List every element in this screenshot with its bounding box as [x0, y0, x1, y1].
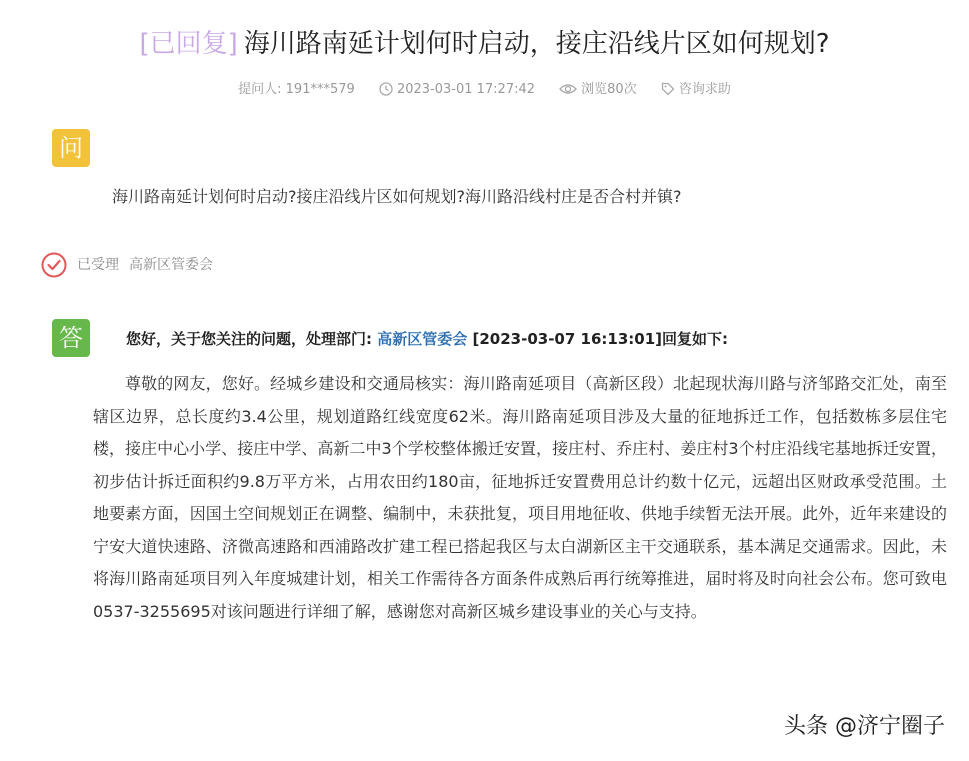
accepted-status [41, 251, 213, 279]
post-time [379, 80, 535, 100]
reply-body: 尊敬的网友，您好。经城乡建设和交通局核实：海川路南延项目（高新区段）北起现状海川路与济邹路交汇处，南至辖区边界，总长度约3.4公里，规划道路红线宽度62米。海川路南延项目涉及大量的征地拆迁工作，包括数栋多层住宅楼，接庄中心小学、接庄中学、高新二中3个学校整体搬迁安置，接庄村、乔庄村、姜庄村3个村庄沿线宅基地拆迁安置，初步估计拆迁面积约9.8万平方米，占用农田约180亩，征地拆迁安置费用总计约数十亿元，远超出区财政承受范围。土地要素方面，因国土空间规划正在调整、编制中，未获批复，项目用地征收、供地手续暂无法开展。此外，近年来建设的宁安大道快速路、济微高速路和西浦路改扩建工程已搭起我区与太白湖新区主干交通联系，基本满足交通需求。因此，未将海川路南延项目列入年度城建计划，相关工作需待各方面条件成熟后再行统筹推进，届时将及时向社会公布。您可致电0537-3255695对该问题进行详细了解，感谢您对高新区城乡建设事业的关心与支持。 [93, 374, 947, 621]
clock-icon [379, 82, 393, 96]
tag-icon [661, 82, 675, 96]
question-badge: 问 [52, 129, 90, 167]
view-count-text: 浏览80次 [581, 82, 637, 97]
reply-department-link[interactable]: 高新区管委会 [377, 330, 468, 348]
accepted-department: 高新区管委会 [129, 257, 213, 273]
check-circle-icon [41, 252, 67, 278]
accepted-label: 已受理 [77, 257, 119, 273]
asker-label: 提问人: [238, 82, 282, 97]
page-title [0, 22, 969, 66]
asker-info [238, 80, 355, 100]
answer-badge: 答 [52, 319, 90, 357]
question-meta [0, 80, 969, 100]
question-title: 海川路南延计划何时启动，接庄沿线片区如何规划? [243, 29, 830, 59]
category-tag[interactable] [661, 80, 731, 100]
eye-icon [559, 82, 577, 96]
view-count [559, 80, 637, 100]
post-datetime: 2023-03-01 17:27:42 [396, 82, 536, 97]
reply-intro: 您好，关于您关注的问题，处理部门: [126, 330, 373, 348]
reply-status-tag: [已回复] [139, 29, 238, 59]
watermark: 头条 @济宁圈子 [784, 714, 945, 739]
asker-name: 191***579 [285, 82, 355, 97]
question-text: 海川路南延计划何时启动?接庄沿线片区如何规划?海川路沿线村庄是否合村并镇? [112, 187, 682, 206]
reply-time: [2023-03-07 16:13:01]回复如下: [472, 330, 728, 348]
category-text: 咨询求助 [678, 82, 731, 97]
reply-header [126, 325, 728, 353]
